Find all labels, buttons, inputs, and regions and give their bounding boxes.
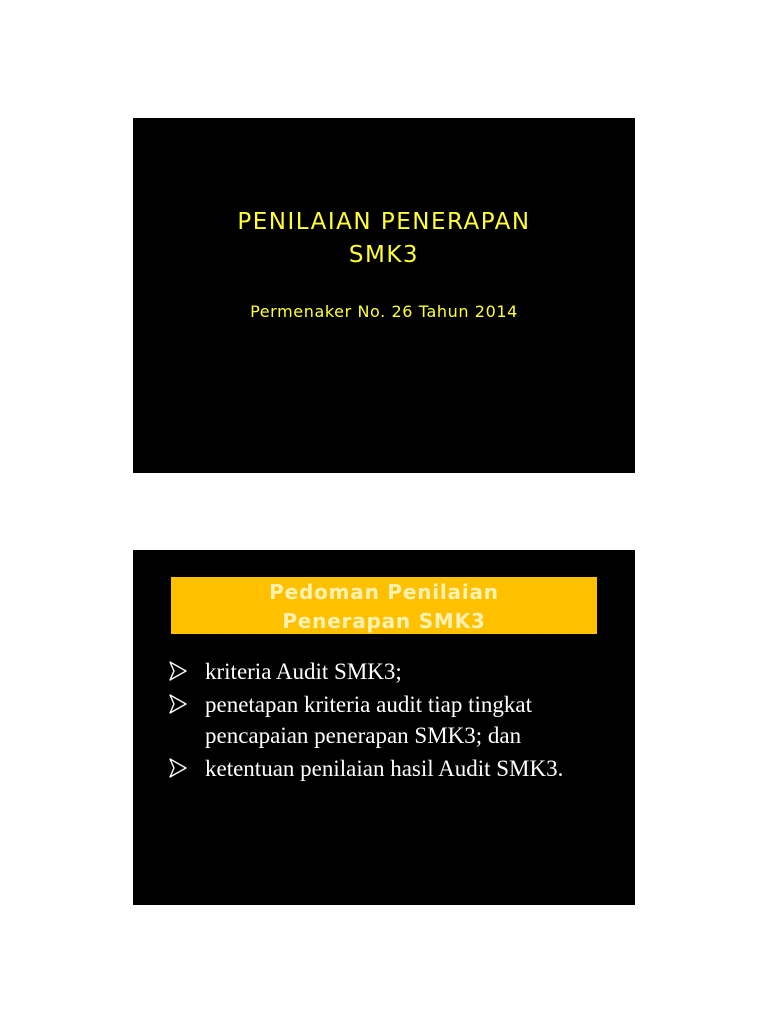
slide-2-title-line-2: Penerapan SMK3 [282,609,486,633]
slide-1-title [133,206,635,272]
slide-2-title-box [171,577,597,634]
list-item [169,689,609,751]
slide-1 [133,118,635,473]
list-item-text: kriteria Audit SMK3; [205,659,402,684]
arrowhead-bullet-icon [169,758,187,778]
slide-2-title [171,578,597,636]
slide-1-subtitle: Permenaker No. 26 Tahun 2014 [250,302,518,321]
list-item-text: penetapan kriteria audit tiap tingkat pencapaian penerapan SMK3; dan [205,692,532,748]
slide-2 [133,550,635,905]
arrowhead-bullet-icon [169,694,187,714]
list-item [169,753,609,784]
slide-2-bullet-list [169,656,609,786]
list-item [169,656,609,687]
slide-1-title-line-1: PENILAIAN PENERAPAN [237,209,531,235]
slide-2-title-line-1: Pedoman Penilaian [269,580,499,604]
list-item-text: ketentuan penilaian hasil Audit SMK3. [205,756,564,781]
slide-1-title-line-2: SMK3 [348,242,420,268]
arrowhead-bullet-icon [169,661,187,681]
